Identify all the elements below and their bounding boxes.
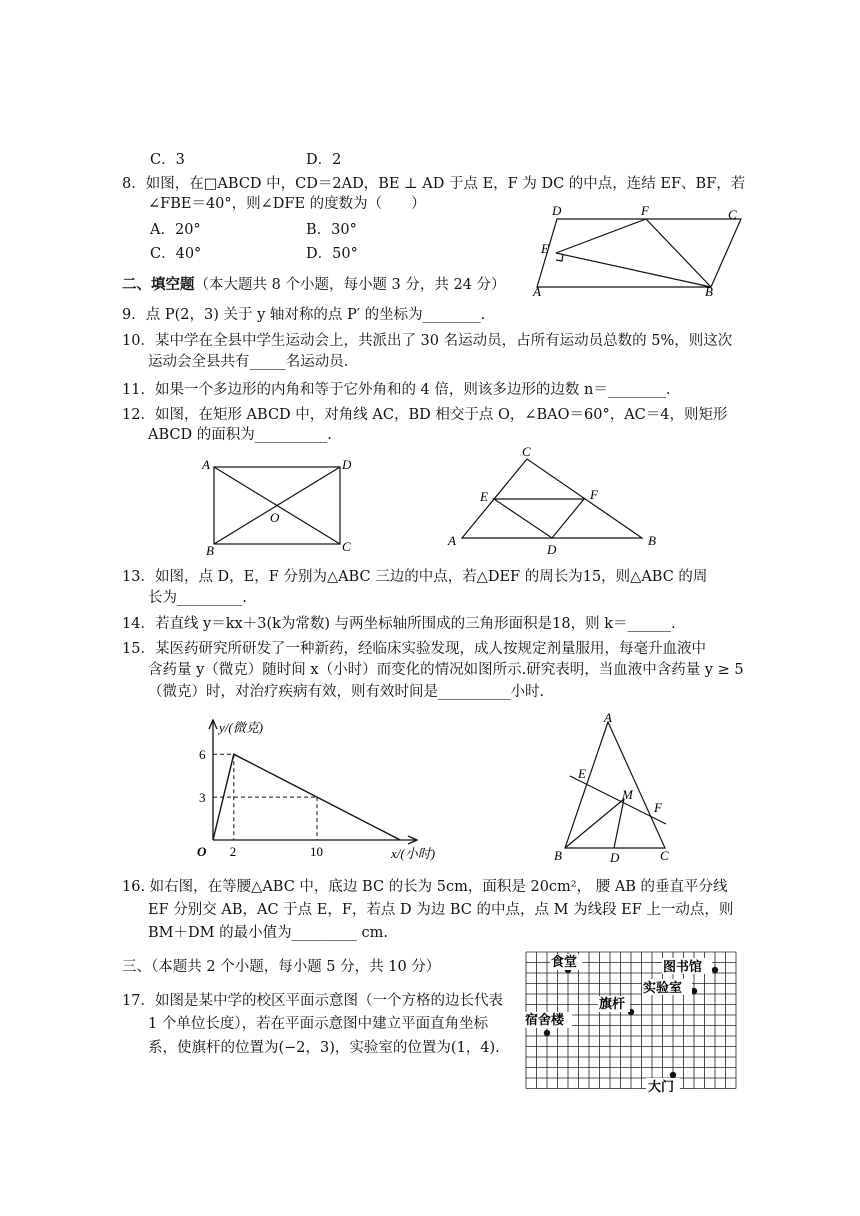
q16-text-line1: 16. 如右图，在等腰△ABC 中，底边 BC 的长为 5cm，面积是 20cm²， 腰 AB 的垂直平分线 — [122, 879, 728, 895]
q14-text: 14．若直线 y＝kx＋3(k为常数) 与两坐标轴所围成的三角形面积是18，则 k＝______. — [122, 616, 676, 632]
y-axis-label: y/(微克) — [219, 720, 264, 735]
q7-option-d: D．2 — [306, 152, 342, 168]
y-tick-label-6: 6 — [199, 747, 206, 763]
q8-option-d: D．50° — [306, 246, 358, 262]
q13-label-e: E — [480, 489, 488, 504]
q11-text: 11．如果一个多边形的内角和等于它外角和的 4 倍，则该多边形的边数 n＝________. — [122, 382, 671, 398]
section-2-heading — [122, 273, 506, 294]
q8-parallelogram-figure — [525, 200, 755, 300]
q17-text-line3: 系，使旗杆的位置为(−2，3)，实验室的位置为(1，4). — [148, 1040, 500, 1056]
dorm-label: 宿舍楼 — [525, 1012, 565, 1027]
q13-label-d: D — [547, 542, 557, 557]
q13-text-line1: 13．如图，点 D，E，F 分别为△ABC 三边的中点，若△DEF 的周长为15，则△ABC 的周 — [122, 569, 708, 585]
q12-text-line2: ABCD 的面积为__________. — [148, 427, 332, 443]
q12-label-b: B — [206, 543, 214, 558]
q13-triangle-figure — [442, 445, 667, 560]
section-2-title: 二、填空题 — [122, 276, 195, 293]
q12-label-c: C — [342, 539, 351, 554]
q16-isosceles-figure — [548, 712, 678, 867]
gate-label: 大门 — [648, 1079, 675, 1094]
q8-option-a: A．20° — [150, 222, 201, 238]
q17-campus-map — [522, 948, 740, 1096]
q15-text-line1: 15．某医药研究所研发了一种新药，经临床实验发现，成人按规定剂量服用，每毫升血液中 — [122, 641, 706, 657]
q15-text-line3: （微克）时，对治疗疾病有效，则有效时间是__________小时. — [148, 684, 545, 700]
dorm-point — [544, 1030, 550, 1036]
q16-label-f: F — [654, 800, 662, 815]
q17-text-line2: 1 个单位长度），若在平面示意图中建立平面直角坐标 — [148, 1016, 489, 1032]
q16-label-a: A — [604, 710, 612, 725]
q8-label-d: D — [552, 203, 562, 218]
q8-label-f: F — [641, 203, 649, 218]
q8-label-c: C — [728, 207, 737, 222]
q13-label-f: F — [590, 487, 598, 502]
q16-text-line3: BM＋DM 的最小值为_________ cm. — [148, 925, 388, 941]
q8-label-a: A — [533, 284, 541, 299]
q16-label-m: M — [622, 787, 633, 802]
q13-label-c: C — [522, 444, 531, 459]
library-point — [712, 967, 718, 973]
q13-text-line2: 长为_________. — [148, 590, 247, 606]
canteen-label: 食堂 — [551, 954, 578, 969]
q15-line-chart — [185, 712, 436, 862]
x-axis-label: x/(小时) — [391, 846, 436, 861]
q16-label-b: B — [554, 848, 562, 863]
section-3-heading: 三、（本题共 2 个小题，每小题 5 分，共 10 分） — [122, 959, 441, 975]
q12-text-line1: 12．如图，在矩形 ABCD 中，对角线 AC，BD 相交于点 O，∠BAO＝60°，AC＝4，则矩形 — [122, 407, 728, 423]
q12-label-a: A — [202, 457, 210, 472]
library-label: 图书馆 — [663, 959, 703, 974]
q15-text-line2: 含药量 y（微克）随时间 x（小时）而变化的情况如图所示.研究表明，当血液中含药量 y ≥ 5 — [148, 662, 744, 678]
q9-text: 9．点 P(2，3) 关于 y 轴对称的点 P′ 的坐标为________. — [122, 307, 486, 323]
q16-text-line2: EF 分别交 AB，AC 于点 E，F，若点 D 为边 BC 的中点，点 M 为线段 EF 上一动点，则 — [148, 902, 734, 918]
q8-label-b: B — [705, 284, 713, 299]
flagpole-label: 旗杆 — [599, 996, 626, 1011]
q16-label-d: D — [610, 850, 620, 865]
q12-rectangle-figure — [196, 455, 366, 560]
q8-option-b: B．30° — [306, 222, 357, 238]
q10-text-line2: 运动会全县共有_____名运动员. — [148, 354, 349, 370]
section-2-note: （本大题共 8 个小题，每小题 3 分，共 24 分） — [194, 277, 506, 293]
q8-text-line1: 8．如图，在□ABCD 中，CD＝2AD，BE ⊥ AD 于点 E，F 为 DC 的中点，连结 EF、BF，若 — [122, 176, 746, 192]
q10-text-line1: 10．某中学在全县中学生运动会上，共派出了 30 名运动员，占所有运动员总数的 5%，则这次 — [122, 333, 733, 349]
q8-text-line2: ∠FBE＝40°，则∠DFE 的度数为（ ） — [148, 196, 426, 212]
q16-label-e: E — [578, 766, 586, 781]
origin-label: O — [197, 844, 207, 859]
y-tick-label-3: 3 — [199, 790, 206, 806]
x-tick-label-2: 2 — [229, 844, 237, 859]
lab-label: 实验室 — [643, 980, 683, 995]
x-tick-label-10: 10 — [310, 844, 323, 859]
gate-point — [670, 1072, 676, 1078]
q16-label-c: C — [660, 848, 669, 863]
q7-option-c: C．3 — [150, 152, 185, 168]
q12-label-d: D — [342, 457, 352, 472]
q17-text-line1: 17．如图是某中学的校区平面示意图（一个方格的边长代表 — [122, 993, 503, 1009]
q8-label-e: E — [541, 241, 549, 256]
q12-label-o: O — [270, 510, 280, 525]
q13-label-a: A — [448, 533, 456, 548]
q13-label-b: B — [648, 533, 656, 548]
q8-option-c: C．40° — [150, 246, 202, 262]
